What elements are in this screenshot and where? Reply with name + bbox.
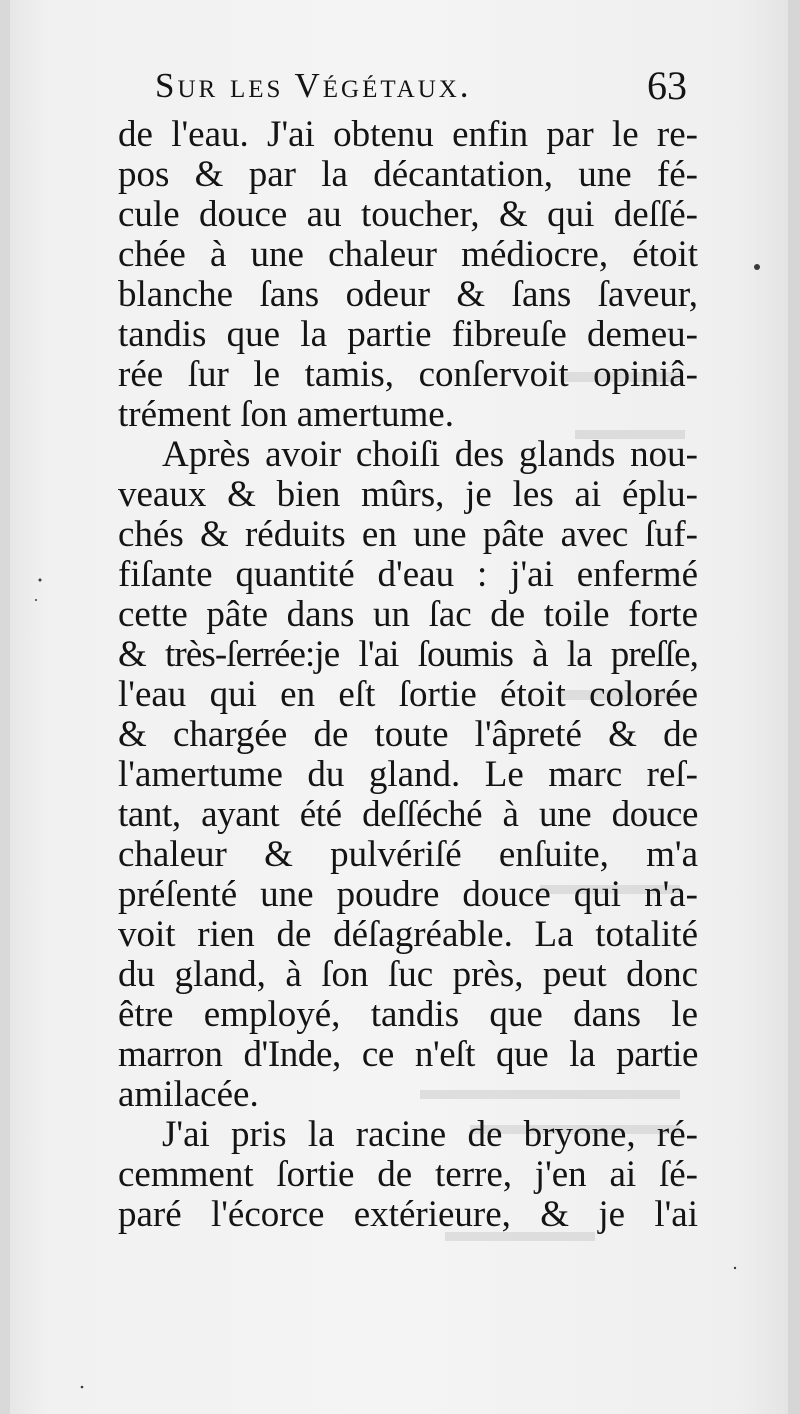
text-line: Après avoir choiſi des glands nou-: [162, 434, 698, 475]
text-line: chaleur & pulvériſé enſuite, m'a: [118, 834, 698, 875]
paragraph: [118, 435, 698, 1115]
text-line: J'ai pris la racine de bryone, ré-: [162, 1114, 698, 1155]
text-line: veaux & bien mûrs, je les ai éplu-: [118, 474, 698, 515]
text-line: marron d'Inde, ce n'eſt que la partie: [118, 1034, 698, 1075]
text-line: chés & réduits en une pâte avec ſuf-: [118, 514, 698, 555]
text-line: préſenté une poudre douce qui n'a-: [118, 874, 698, 915]
text-line: cule douce au toucher, & qui deſſé-: [118, 194, 698, 235]
text-line: de l'eau. J'ai obtenu enfin par le re-: [118, 114, 698, 155]
text-line: être employé, tandis que dans le: [118, 994, 698, 1035]
body-text: [118, 115, 698, 1235]
text-line: tandis que la partie fibreuſe demeu-: [118, 314, 698, 355]
text-line: amilacée.: [118, 1074, 259, 1115]
paragraph: [118, 115, 698, 435]
paragraph: [118, 1115, 698, 1235]
text-line: blanche ſans odeur & ſans ſaveur,: [118, 274, 698, 315]
text-line: pos & par la décantation, une fé-: [118, 154, 698, 195]
text-line: paré l'écorce extérieure, & je l'ai: [118, 1194, 698, 1235]
text-line: & chargée de toute l'âpreté & de: [118, 714, 698, 755]
text-line: tant, ayant été deſſéché à une douce: [118, 794, 698, 835]
text-line: fiſante quantité d'eau : j'ai enfermé: [118, 554, 698, 595]
text-line: l'amertume du gland. Le marc reſ-: [118, 754, 698, 795]
running-head: [155, 62, 687, 112]
page-number: 63: [647, 63, 687, 108]
text-line: trément ſon amertume.: [118, 394, 454, 435]
running-title: Sur les Végétaux.: [155, 66, 472, 105]
text-line: voit rien de déſagréable. La totalité: [118, 914, 698, 955]
text-line: du gland, à ſon ſuc près, peut donc: [118, 954, 698, 995]
text-line: rée ſur le tamis, conſervoit opiniâ-: [118, 354, 698, 395]
text-line: & très-ſerrée:je l'ai ſoumis à la preſſe,: [118, 634, 698, 675]
text-line: cemment ſortie de terre, j'en ai ſé-: [118, 1154, 698, 1195]
text-line: cette pâte dans un ſac de toile forte: [118, 594, 698, 635]
text-line: l'eau qui en eſt ſortie étoit colorée: [118, 674, 698, 715]
text-line: chée à une chaleur médiocre, étoit: [118, 234, 698, 275]
